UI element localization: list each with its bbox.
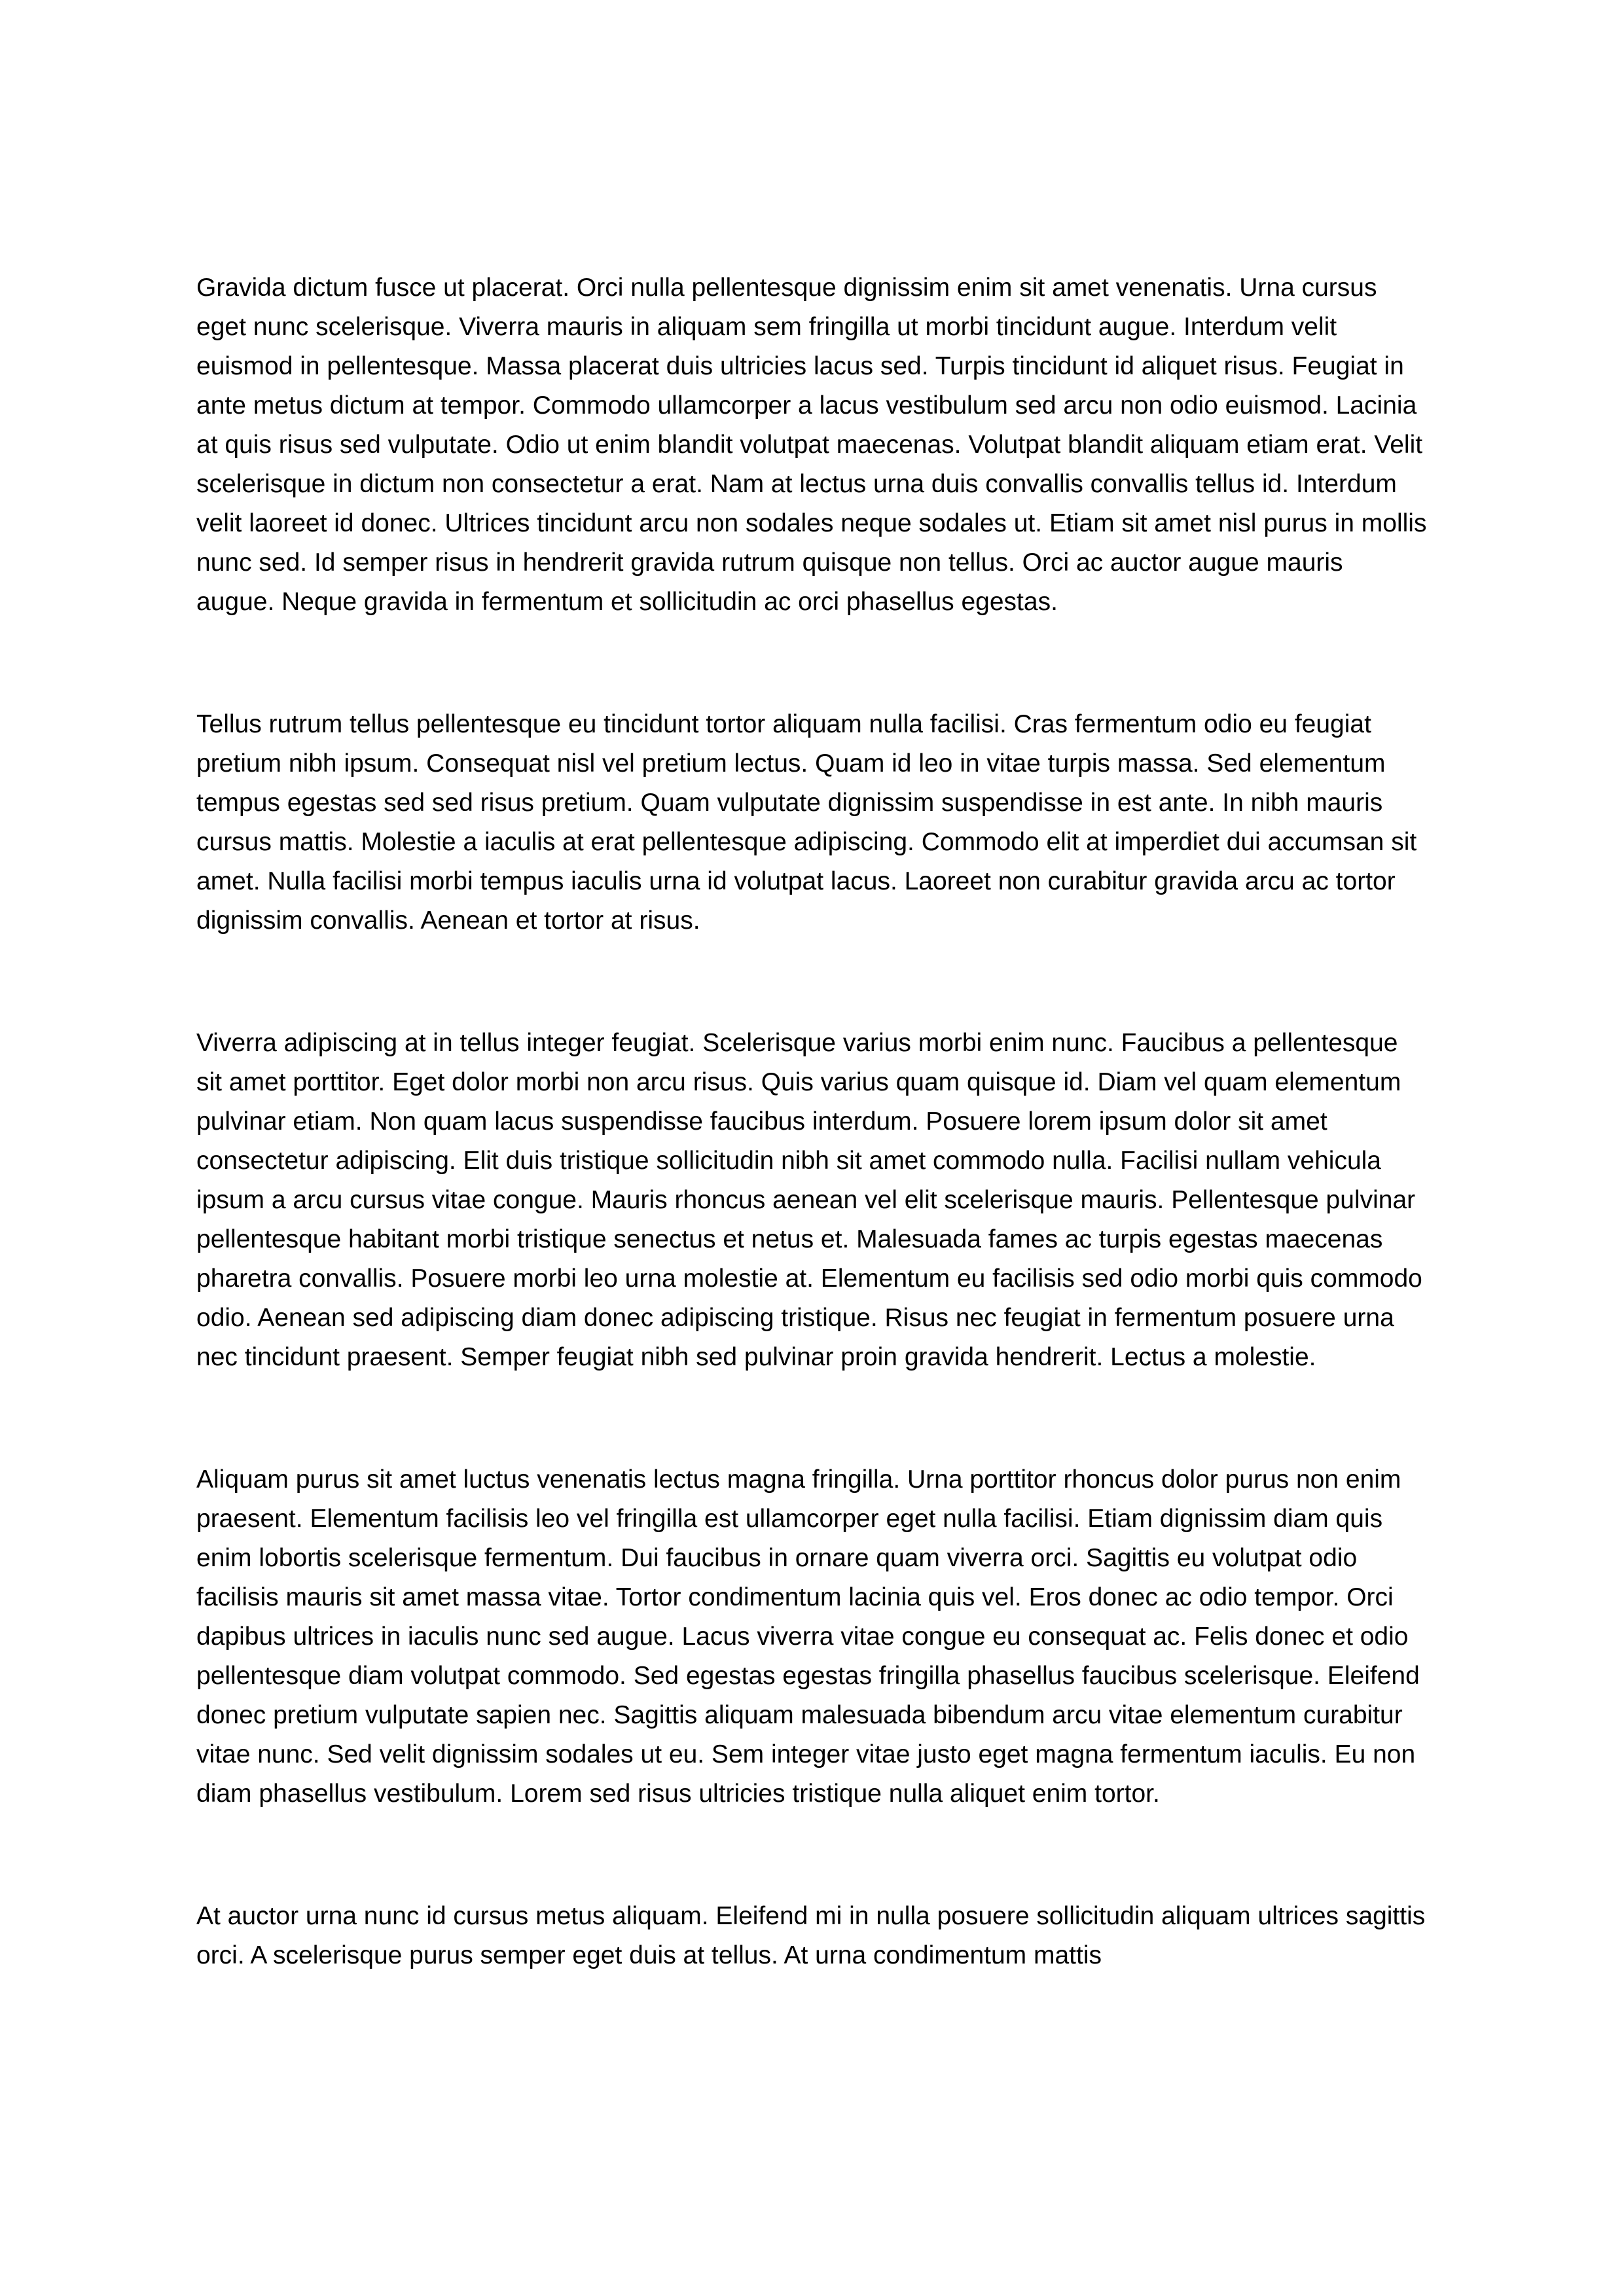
paragraph-4: Aliquam purus sit amet luctus venenatis lectus magna fringilla. Urna porttitor rhoncus dolor purus non enim praesent. Elementum facilisis leo vel fringilla est ullamcorper eget nulla facilisi. Etiam dignissim diam quis enim lobortis scelerisque fermentum. Dui faucibus in ornare quam viverra orci. Sagittis eu volutpat odio facilisis mauris sit amet massa vitae. Tortor condimentum lacinia quis vel. Eros donec ac odio tempor. Orci dapibus ultrices in iaculis nunc sed augue. Lacus viverra vitae congue eu consequat ac. Felis donec et odio pellentesque diam volutpat commodo. Sed egestas egestas fringilla phasellus faucibus scelerisque. Eleifend donec pretium vulputate sapien nec. Sagittis aliquam malesuada bibendum arcu vitae elementum curabitur vitae nunc. Sed velit dignissim sodales ut eu. Sem integer vitae justo eget magna fermentum iaculis. Eu non diam phasellus vestibulum. Lorem sed risus ultricies tristique nulla aliquet enim tortor. bbox=[196, 1465, 1420, 1808]
document-body-text bbox=[196, 268, 1428, 1975]
paragraph-5: At auctor urna nunc id cursus metus aliquam. Eleifend mi in nulla posuere sollicitudin aliquam ultrices sagittis orci. A scelerisque purus semper eget duis at tellus. At urna condimentum mattis bbox=[196, 1902, 1426, 1969]
paragraph-1: Gravida dictum fusce ut placerat. Orci nulla pellentesque dignissim enim sit amet venenatis. Urna cursus eget nunc scelerisque. Viverra mauris in aliquam sem fringilla ut morbi tincidunt augue. Interdum velit euismod in pellentesque. Massa placerat duis ultricies lacus sed. Turpis tincidunt id aliquet risus. Feugiat in ante metus dictum at tempor. Commodo ullamcorper a lacus vestibulum sed arcu non odio euismod. Lacinia at quis risus sed vulputate. Odio ut enim blandit volutpat maecenas. Volutpat blandit aliquam etiam erat. Velit scelerisque in dictum non consectetur a erat. Nam at lectus urna duis convallis convallis tellus id. Interdum velit laoreet id donec. Ultrices tincidunt arcu non sodales neque sodales ut. Etiam sit amet nisl purus in mollis nunc sed. Id semper risus in hendrerit gravida rutrum quisque non tellus. Orci ac auctor augue mauris augue. Neque gravida in fermentum et sollicitudin ac orci phasellus egestas. bbox=[196, 274, 1427, 616]
paragraph-3: Viverra adipiscing at in tellus integer feugiat. Scelerisque varius morbi enim nunc. Faucibus a pellentesque sit amet porttitor. Eget dolor morbi non arcu risus. Quis varius quam quisque id. Diam vel quam elementum pulvinar etiam. Non quam lacus suspendisse faucibus interdum. Posuere lorem ipsum dolor sit amet consectetur adipiscing. Elit duis tristique sollicitudin nibh sit amet commodo nulla. Facilisi nullam vehicula ipsum a arcu cursus vitae congue. Mauris rhoncus aenean vel elit scelerisque mauris. Pellentesque pulvinar pellentesque habitant morbi tristique senectus et netus et. Malesuada fames ac turpis egestas maecenas pharetra convallis. Posuere morbi leo urna molestie at. Elementum eu facilisis sed odio morbi quis commodo odio. Aenean sed adipiscing diam donec adipiscing tristique. Risus nec feugiat in fermentum posuere urna nec tincidunt praesent. Semper feugiat nibh sed pulvinar proin gravida hendrerit. Lectus a molestie. bbox=[196, 1029, 1422, 1371]
paragraph-2: Tellus rutrum tellus pellentesque eu tincidunt tortor aliquam nulla facilisi. Cras fermentum odio eu feugiat pretium nibh ipsum. Consequat nisl vel pretium lectus. Quam id leo in vitae turpis massa. Sed elementum tempus egestas sed sed risus pretium. Quam vulputate dignissim suspendisse in est ante. In nibh mauris cursus mattis. Molestie a iaculis at erat pellentesque adipiscing. Commodo elit at imperdiet dui accumsan sit amet. Nulla facilisi morbi tempus iaculis urna id volutpat lacus. Laoreet non curabitur gravida arcu ac tortor dignissim convallis. Aenean et tortor at risus. bbox=[196, 710, 1417, 935]
